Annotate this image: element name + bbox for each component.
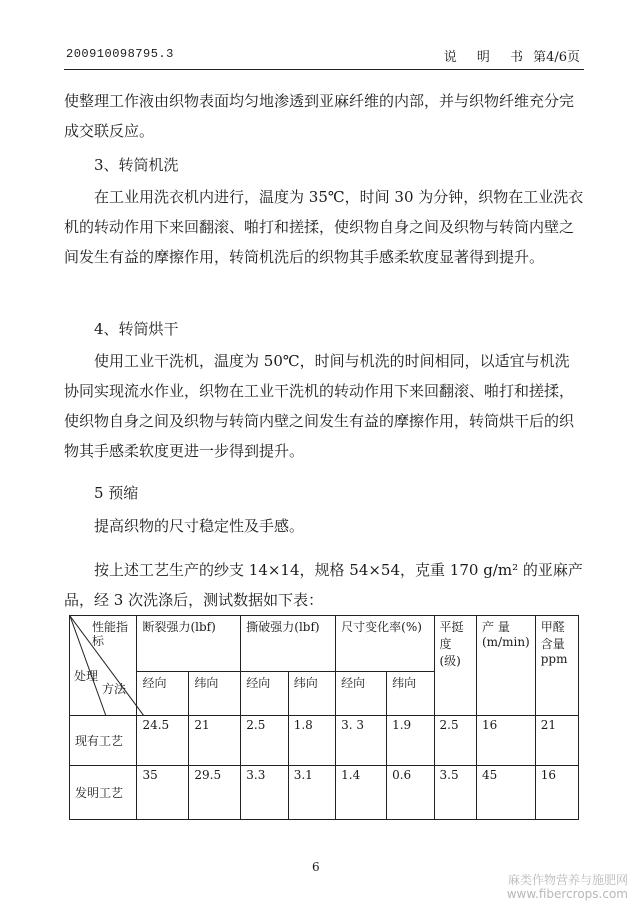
table-cell: 21 [535,716,578,766]
table-cell: 24.5 [137,716,189,766]
table-cell: 2.5 [241,716,288,766]
table-cell: 3.1 [288,766,335,820]
corner-treatment-label: 处理 [74,669,99,683]
watermark-url: www.fibercrops.com [506,887,628,901]
section-heading-preshrink: 5 预缩 [94,484,139,502]
corner-performance-label: 性能指标 [92,620,129,648]
row-label: 现有工艺 [70,716,137,766]
header-formaldehyde: 甲醛含量ppm [535,616,578,716]
page-info: 第4/6页 [533,50,580,65]
table-cell: 3. 3 [336,716,387,766]
table-cell: 1.4 [336,766,387,820]
subheader-weft: 纬向 [387,672,434,716]
table-cell: 2.5 [434,716,477,766]
subheader-warp: 经向 [137,672,189,716]
table-cell: 21 [189,716,241,766]
section-heading-drum-wash: 3、转筒机洗 [94,156,179,174]
header-right [444,46,580,65]
paragraph-continuation: 使整理工作液由织物表面均匀地渗透到亚麻纤维的内部，并与织物纤维充分完成交联反应。 [64,92,575,140]
table-cell: 1.9 [387,716,434,766]
table-cell: 29.5 [189,766,241,820]
page-number: 6 [312,860,320,874]
watermark-site-name: 麻类作物营养与施肥网 [507,873,628,887]
table-cell: 45 [477,766,536,820]
subheader-warp: 经向 [241,672,288,716]
table-row [70,766,579,820]
table-row [70,716,579,766]
table-cell: 1.8 [288,716,335,766]
subheader-warp: 经向 [336,672,387,716]
test-data-table [69,615,579,820]
doc-type-label: 说 明 书 [443,50,532,65]
header-tear-strength: 撕破强力(lbf) [241,616,336,672]
table-cell: 3.3 [241,766,288,820]
table-corner-cell [70,616,137,716]
table-cell: 35 [137,766,189,820]
header-breaking-strength: 断裂强力(lbf) [137,616,241,672]
corner-method-label: 方法 [102,682,127,696]
row-label: 发明工艺 [70,766,137,820]
subheader-weft: 纬向 [288,672,335,716]
header-dimensional-change: 尺寸变化率(%) [336,616,434,672]
section-heading-drum-dry: 4、转筒烘干 [94,320,179,338]
paragraph-preshrink: 提高织物的尺寸稳定性及手感。 [94,517,305,535]
table-cell: 16 [477,716,536,766]
paragraph-drum-dry: 使用工业干洗机，温度为 50℃，时间与机洗的时间相同，以适宜与机洗协同实现流水作业，织物在工业干洗机的转动作用下来回翻滚、啪打和搓揉，使织物自身之间及织物与转筒内壁之间发生有益的摩擦作用，转筒烘干后的织物其手感柔软度更进一步得到提升。 [64,352,575,460]
paragraph-test-intro: 按上述工艺生产的纱支 14×14，规格 54×54，克重 170 g/m² 的亚麻产品，经 3 次洗涤后，测试数据如下表： [64,561,583,609]
header-output: 产 量(m/min) [477,616,536,716]
subheader-weft: 纬向 [189,672,241,716]
table-cell: 16 [535,766,578,820]
header-flatness: 平挺度(级) [434,616,477,716]
header-rule [64,69,584,70]
table-cell: 0.6 [387,766,434,820]
patent-number: 200910098795.3 [66,47,174,61]
table-cell: 3.5 [434,766,477,820]
paragraph-drum-wash: 在工业用洗衣机内进行，温度为 35℃，时间 30 为分钟，织物在工业洗衣机的转动作用下来回翻滚、啪打和搓揉，使织物自身之间及织物与转筒内壁之间发生有益的摩擦作用，转筒机洗后的织物其手感柔软度显著得到提升。 [64,188,584,266]
